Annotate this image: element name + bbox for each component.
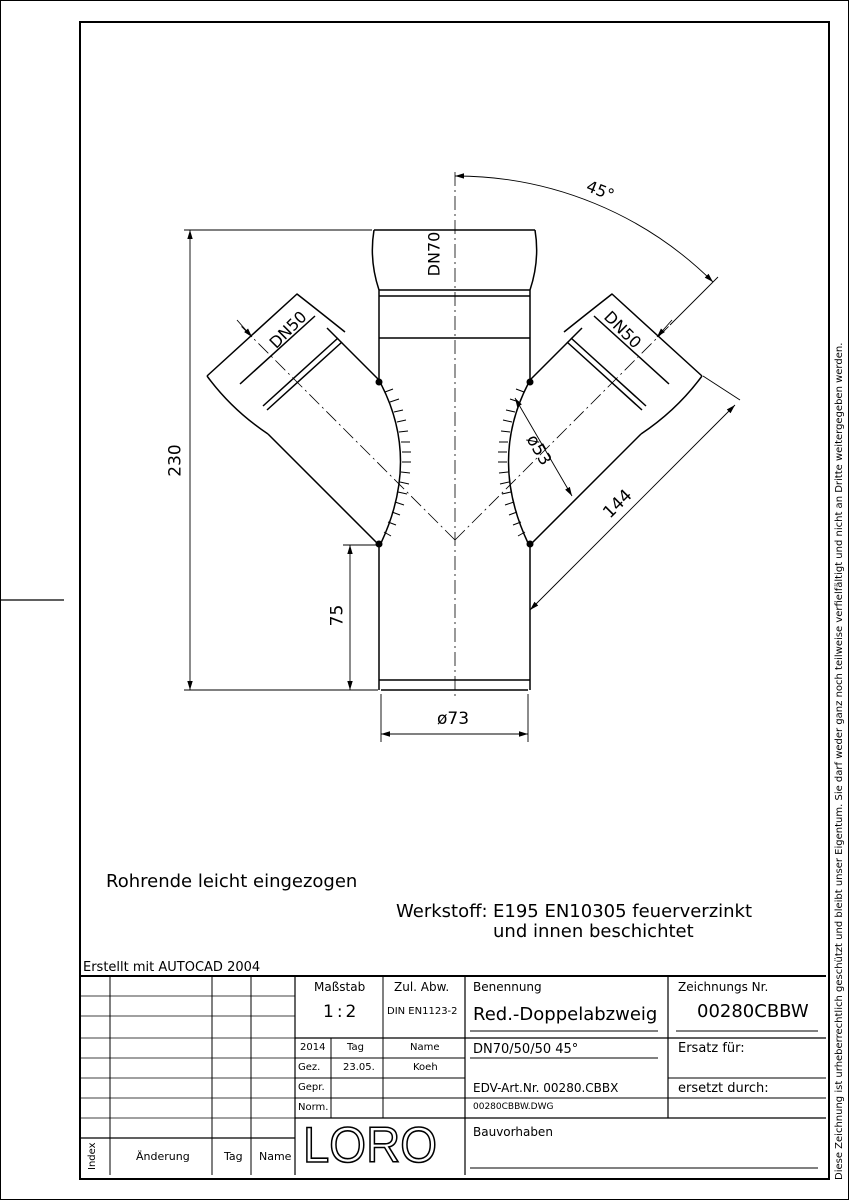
drawn-name: Koeh: [413, 1062, 438, 1073]
material-line2: und innen beschichtet: [493, 921, 694, 942]
person-label: Name: [410, 1042, 440, 1053]
dn70-label: DN70: [424, 231, 444, 277]
name-label: Benennung: [473, 980, 542, 994]
branch-diameter-dimension: ø53: [521, 431, 556, 470]
logo-text: LORO: [303, 1117, 437, 1173]
scale-label: Maßstab: [314, 980, 366, 994]
height-total-dimension: 230: [165, 444, 186, 477]
dn50-right-label: DN50: [600, 307, 646, 353]
drawn-date: 23.05.: [343, 1062, 375, 1073]
revision-index-header: Index: [87, 1142, 98, 1170]
revision-change-header: Änderung: [136, 1150, 190, 1163]
created-with-note: Erstellt mit AUTOCAD 2004: [83, 960, 261, 975]
replaced-by-label: ersetzt durch:: [678, 1081, 769, 1096]
loro-logo: [303, 1117, 437, 1173]
standard-value: DIN EN1123-2: [387, 1006, 458, 1017]
revision-day-header: Tag: [224, 1150, 243, 1163]
weld-hatching: [384, 389, 525, 536]
main-diameter-dimension: ø73: [437, 709, 470, 729]
article-no: EDV-Art.Nr. 00280.CBBX: [473, 1081, 619, 1095]
day-label: Tag: [347, 1042, 364, 1053]
fitting-outline: [207, 230, 702, 690]
standard-label: Zul. Abw.: [394, 980, 450, 994]
drawn-label: Gez.: [298, 1062, 321, 1073]
drawing-no-label: Zeichnungs Nr.: [678, 980, 769, 994]
dimension-lines: [184, 176, 740, 742]
replacement-for-label: Ersatz für:: [678, 1041, 745, 1056]
project-label: Bauvorhaben: [473, 1125, 553, 1139]
checked-label: Gepr.: [298, 1082, 325, 1093]
material-label: Werkstoff:: [396, 901, 488, 922]
dn50-left-label: DN50: [265, 307, 311, 353]
material-line1: E195 EN10305 feuerverzinkt: [493, 901, 753, 922]
drawing-no-value: 00280CBBW: [697, 1001, 809, 1022]
branch-length-dimension: 144: [599, 485, 637, 523]
revision-name-header: Name: [259, 1150, 292, 1163]
name-value: Red.-Doppelabzweig: [473, 1004, 658, 1025]
spec-value: DN70/50/50 45°: [473, 1042, 579, 1057]
file-name: 00280CBBW.DWG: [473, 1102, 554, 1112]
copyright-note: Diese Zeichnung ist urheberrechtlich geschützt und bleibt unser Eigentum. Sie darf weder ganz noch teilweise verfielfältigt und nicht an Dritte weitergegeben werden.: [834, 342, 845, 1180]
year-value: 2014: [300, 1042, 326, 1053]
scale-value: 1:2: [323, 1002, 360, 1022]
norm-label: Norm.: [298, 1102, 329, 1113]
pipe-end-note: Rohrende leicht eingezogen: [106, 871, 358, 892]
angle-dimension: 45°: [583, 176, 618, 205]
center-lines: [240, 172, 670, 700]
weld-dots: [376, 379, 534, 548]
height-lower-dimension: 75: [327, 604, 348, 627]
